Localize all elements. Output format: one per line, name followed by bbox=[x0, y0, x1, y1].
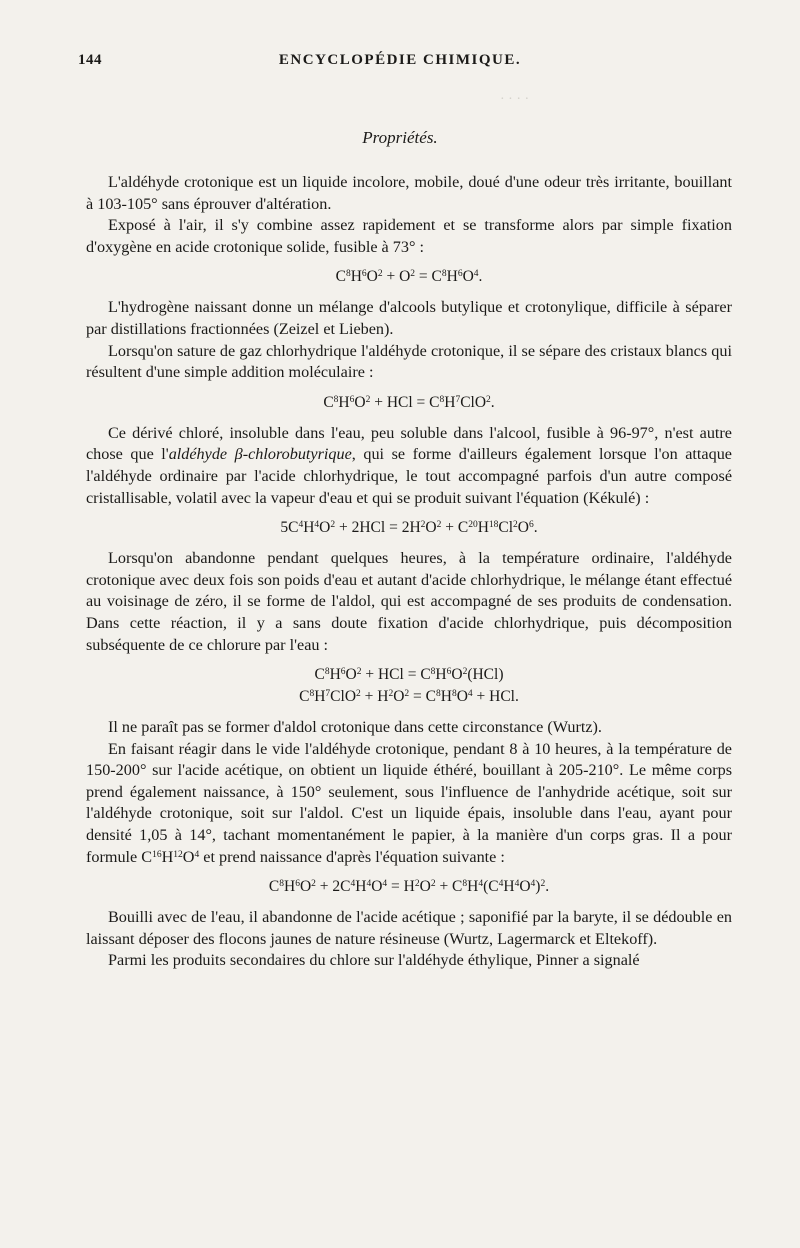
paragraph: Bouilli avec de l'eau, il abandonne de l'acide acétique ; saponifié par la baryte, il se dédouble en laissant déposer des flocons jaunes de nature résineuse (Wurtz, Lagermarck et Eltekoff). bbox=[86, 908, 732, 948]
body-text bbox=[86, 172, 732, 972]
section-title: Propriétés. bbox=[362, 128, 438, 147]
emphasis: aldéhyde β-chlorobutyrique bbox=[168, 445, 352, 464]
paragraph: Parmi les produits secondaires du chlore sur l'aldéhyde éthylique, Pinner a signalé bbox=[108, 951, 640, 970]
page-header bbox=[78, 52, 722, 76]
page-number: 144 bbox=[78, 52, 102, 68]
equation: $C^8H^6O^2$ + HCl = $C^8H^7ClO^2$. bbox=[323, 393, 495, 411]
equation-group bbox=[86, 664, 732, 708]
running-title: ENCYCLOPÉDIE CHIMIQUE. bbox=[278, 52, 522, 68]
bleed-through: · · · · bbox=[500, 92, 530, 107]
paragraph: Exposé à l'air, il s'y combine assez rapidement et se transforme alors par simple fixation d'oxygène en acide crotonique solide, fusible à 73° : bbox=[86, 216, 732, 256]
paragraph: L'aldéhyde crotonique est un liquide incolore, mobile, doué d'une odeur très irritante, bouillant à 103-105° sans éprouver d'altération. bbox=[86, 173, 732, 213]
equation: $5C^4H^4O^2 + 2HCl = 2H^2O^2 + C^{20}H^{18}Cl^2O^6$. bbox=[280, 519, 538, 537]
paragraph: L'hydrogène naissant donne un mélange d'alcools butylique et crotonylique, difficile à séparer par distillations fractionnées (Zeizel et Lieben). bbox=[86, 298, 732, 338]
equation: $C^8H^6O^2 + 2C^4H^4O^4 = H^2O^2 + C^8H^4(C^4H^4O^4)^2$. bbox=[268, 878, 550, 896]
paragraph: Il ne paraît pas se former d'aldol crotonique dans cette circonstance (Wurtz). bbox=[108, 718, 602, 737]
equation: $C^8H^6O^2$ + HCl = $C^8H^6O^2(HCl)$ bbox=[314, 666, 504, 684]
equation: $C^8H^6O^2 + O^2 = C^8H^6O^4$. bbox=[335, 268, 483, 286]
paragraph: Lorsqu'on sature de gaz chlorhydrique l'aldéhyde crotonique, il se sépare des cristaux blancs qui résultent d'une simple addition moléculaire : bbox=[86, 341, 732, 382]
paragraph: Ce dérivé chloré, insoluble dans l'eau, peu soluble dans l'alcool, fusible à 96-97°, n'est autre chose que l'aldéhyde β-chlorobutyrique, qui se forme d'ailleurs également lorsque l'on attaque l'aldéhyde ordinaire par l'acide chlorhydrique, le tout accompagné parfois d'un autre composé cristallisable, volatil avec la vapeur d'eau et qui se produit suivant l'équation (Kékulé) : bbox=[86, 423, 732, 507]
equation: $C^8H^7ClO^2 + H^2O^2 = C^8H^8O^4$ + HCl. bbox=[299, 688, 519, 706]
paragraph: Lorsqu'on abandonne pendant quelques heures, à la température ordinaire, l'aldéhyde crotonique avec deux fois son poids d'eau et autant d'acide chlorhydrique, le mélange étant effectué au voisinage de zéro, il se forme de l'aldol, qui est accompagné de ses produits de condensation. Dans cette réaction, il y a sans doute fixation d'acide chlorhydrique, puis décomposition subséquente de ce chlorure par l'eau : bbox=[86, 549, 732, 654]
paragraph: En faisant réagir dans le vide l'aldéhyde crotonique, pendant 8 à 10 heures, à la température de 150-200° sur l'acide acétique, on obtient un liquide éthéré, bouillant à 205-210°. Le même corps prend également naissance, à 150° seulement, sous l'influence de l'anhydride acétique, soit sur l'aldéhyde crotonique, soit sur l'aldol. C'est un liquide épais, insoluble dans l'eau, ayant pour densité 1,05 à 14°, tachant momentanément le papier, à la manière d'un corps gras. Il a pour formule $C^{16}H^{12}O^4$ et prend naissance d'après l'équation suivante : bbox=[86, 739, 732, 866]
